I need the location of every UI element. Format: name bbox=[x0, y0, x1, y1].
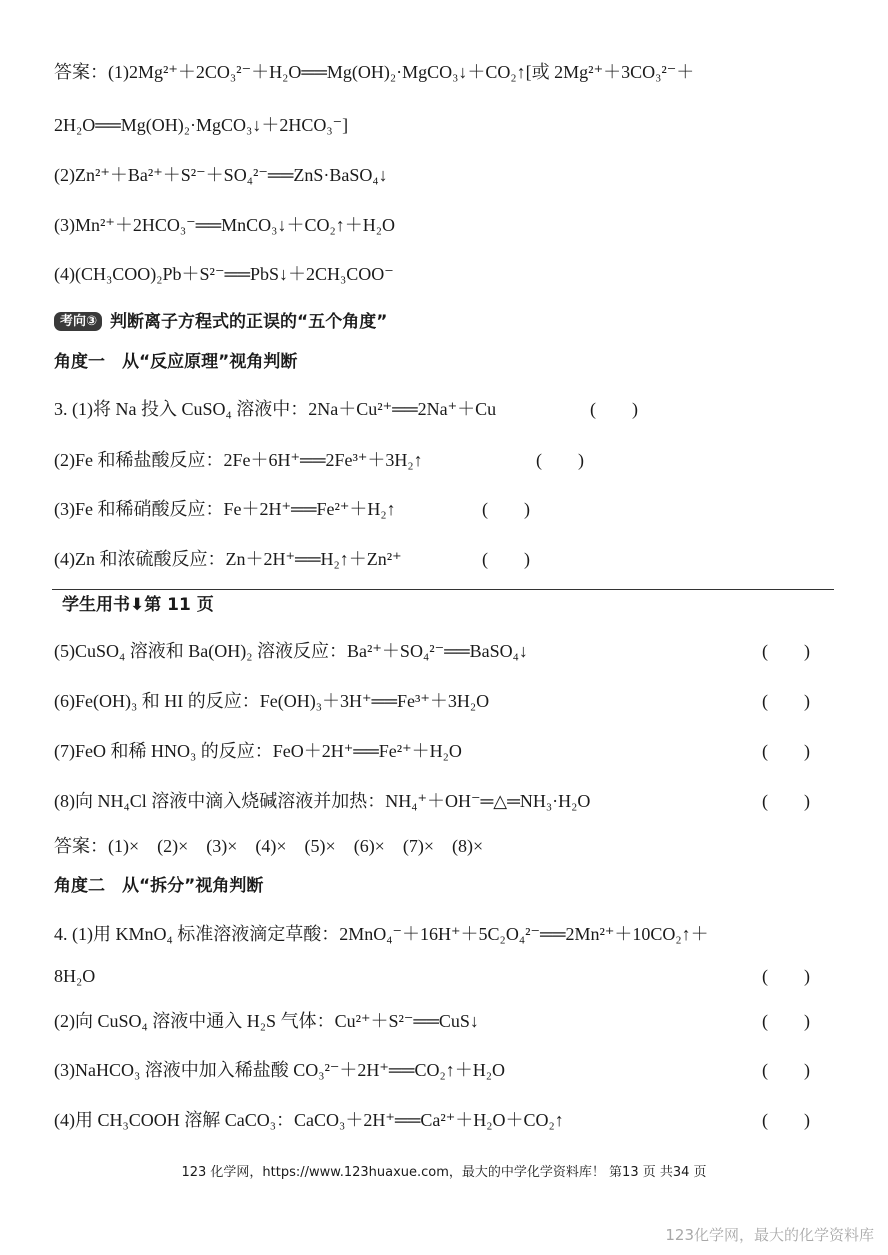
question-3-1: 3. (1)将 Na 投入 CuSO₄ 溶液中：2Na＋Cu²⁺══2Na⁺＋Cu bbox=[54, 399, 497, 419]
answer-line-5: (4)(CH₃COO)₂Pb＋S²⁻══PbS↓＋2CH₃COO⁻ bbox=[54, 264, 394, 284]
answer-line-2: 2H₂O══Mg(OH)₂·MgCO₃↓＋2HCO₃⁻] bbox=[54, 115, 349, 135]
question-4-1-part-1: 4. (1)用 KMnO₄ 标准溶液滴定草酸：2MnO₄⁻＋16H⁺＋5C₂O₄²⁻══2Mn²⁺＋10CO₂↑＋ bbox=[54, 924, 709, 944]
page-divider bbox=[52, 589, 834, 590]
question-4-4: (4)用 CH₃COOH 溶解 CaCO₃：CaCO₃＋2H⁺══Ca²⁺＋H₂O＋CO₂↑ bbox=[54, 1110, 564, 1130]
question-4-3: (3)NaHCO₃ 溶液中加入稀盐酸 CO₃²⁻＋2H⁺══CO₂↑＋H₂O bbox=[54, 1060, 505, 1080]
answer-blank: ( ) bbox=[482, 499, 530, 519]
answer-blank: ( ) bbox=[762, 1110, 810, 1130]
question-3-3: (3)Fe 和稀硝酸反应：Fe＋2H⁺══Fe²⁺＋H₂↑ bbox=[54, 499, 396, 519]
question-3-7: (7)FeO 和稀 HNO₃ 的反应：FeO＋2H⁺══Fe²⁺＋H₂O bbox=[54, 741, 462, 761]
answer-line-1: 答案：(1)2Mg²⁺＋2CO₃²⁻＋H₂O══Mg(OH)₂·MgCO₃↓＋CO₂↑[或 2Mg²⁺＋3CO₃²⁻＋ bbox=[54, 62, 695, 82]
answer-blank: ( ) bbox=[536, 450, 584, 470]
section-title: 判断离子方程式的正误的“五个角度” bbox=[110, 312, 388, 332]
answer-blank: ( ) bbox=[762, 641, 810, 661]
answer-blank: ( ) bbox=[762, 1011, 810, 1031]
answer-blank: ( ) bbox=[762, 791, 810, 811]
question-4-2: (2)向 CuSO₄ 溶液中通入 H₂S 气体：Cu²⁺＋S²⁻══CuS↓ bbox=[54, 1011, 479, 1031]
answer-line-3: (2)Zn²⁺＋Ba²⁺＋S²⁻＋SO₄²⁻══ZnS·BaSO₄↓ bbox=[54, 165, 388, 185]
answer-blank: ( ) bbox=[482, 549, 530, 569]
section-heading bbox=[54, 310, 387, 333]
question-3-4: (4)Zn 和浓硫酸反应：Zn＋2H⁺══H₂↑＋Zn²⁺ bbox=[54, 549, 402, 569]
page-footer: 123 化学网，https://www.123huaxue.com，最大的中学化学资料库！ 第13 页 共34 页 bbox=[181, 1165, 707, 1180]
textbook-page-ref: 学生用书⬇第 11 页 bbox=[62, 595, 214, 615]
angle-one-heading: 角度一 从“反应原理”视角判断 bbox=[54, 352, 298, 372]
question-3-2: (2)Fe 和稀盐酸反应：2Fe＋6H⁺══2Fe³⁺＋3H₂↑ bbox=[54, 450, 423, 470]
question-3-6: (6)Fe(OH)₃ 和 HI 的反应：Fe(OH)₃＋3H⁺══Fe³⁺＋3H₂O bbox=[54, 691, 490, 711]
answer-blank: ( ) bbox=[762, 741, 810, 761]
answer-line-4: (3)Mn²⁺＋2HCO₃⁻══MnCO₃↓＋CO₂↑＋H₂O bbox=[54, 215, 396, 235]
answer-blank: ( ) bbox=[762, 966, 810, 986]
answer-blank: ( ) bbox=[590, 399, 638, 419]
angle-two-heading: 角度二 从“拆分”视角判断 bbox=[54, 876, 264, 896]
answer-key-line: 答案：(1)× (2)× (3)× (4)× (5)× (6)× (7)× (8)× bbox=[54, 836, 484, 856]
question-3-8: (8)向 NH₄Cl 溶液中滴入烧碱溶液并加热：NH₄⁺＋OH⁻═△═NH₃·H₂O bbox=[54, 791, 591, 811]
answer-blank: ( ) bbox=[762, 1060, 810, 1080]
question-4-1-part-2: 8H₂O bbox=[54, 966, 96, 986]
section-badge: 考向③ bbox=[54, 312, 102, 331]
question-3-5: (5)CuSO₄ 溶液和 Ba(OH)₂ 溶液反应：Ba²⁺＋SO₄²⁻══BaSO₄↓ bbox=[54, 641, 528, 661]
answer-blank: ( ) bbox=[762, 691, 810, 711]
watermark: 123化学网，最大的化学资料库 bbox=[665, 1226, 874, 1244]
